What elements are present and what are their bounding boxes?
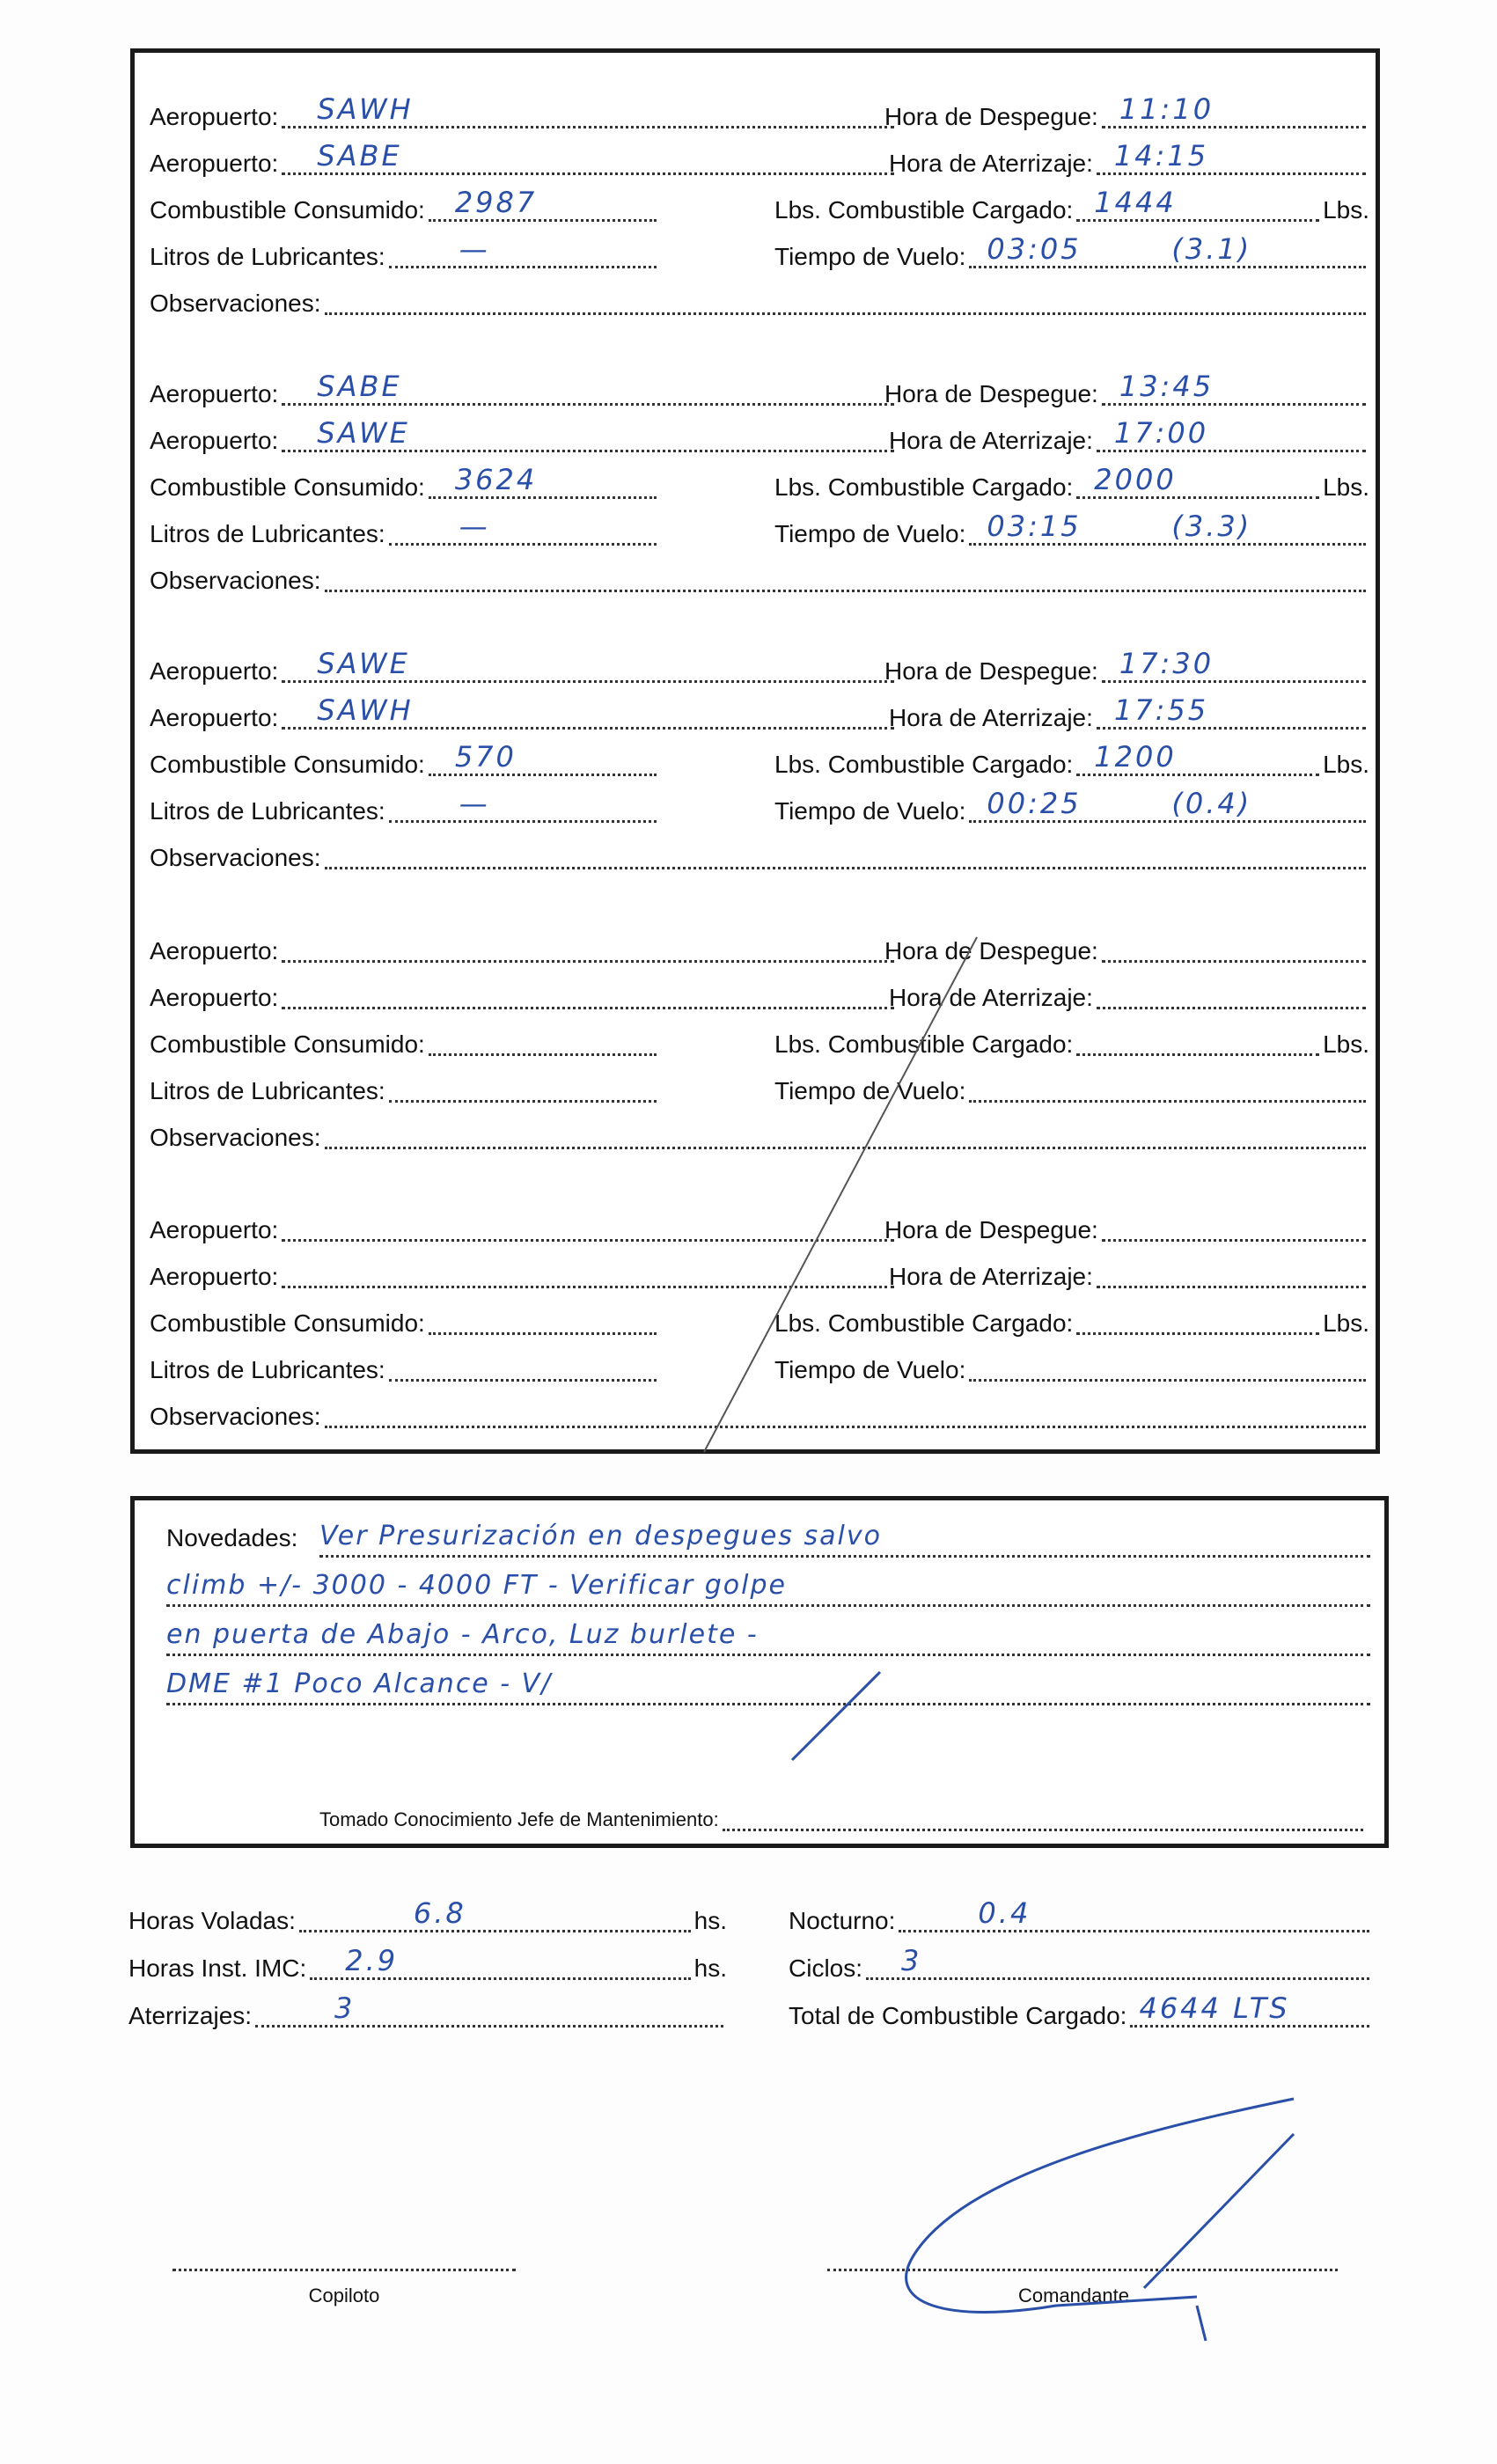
aterrizajes-value: 3 [334,1991,356,2025]
hora-aterrizaje-label: Hora de Aterrizaje: [889,704,1093,731]
leg-2-destino-field[interactable] [282,416,894,452]
leg-4-observaciones-row [150,1118,1369,1158]
leg-3-origen-row [150,647,898,692]
leg-5-origen-row [150,1210,898,1250]
tiempo-vuelo-label: Tiempo de Vuelo: [774,797,966,825]
leg-3-observaciones-field[interactable] [325,854,1366,869]
leg-2-aterrizaje-field[interactable] [1097,416,1366,452]
leg-1-tiempo-value: 03:05 [987,232,1082,266]
nocturno-label: Nocturno: [789,1907,896,1934]
leg-3-despegue-value: 17:30 [1119,647,1214,680]
hora-despegue-label: Hora de Despegue: [884,657,1098,685]
leg-5-despegue-field[interactable] [1102,1227,1366,1242]
leg-3-destino-row [150,693,898,738]
litros-lubricantes-label: Litros de Lubricantes: [150,1077,385,1104]
aeropuerto-label: Aeropuerto: [150,427,279,454]
observaciones-label: Observaciones: [150,844,321,871]
leg-2-observaciones-row [150,561,1369,601]
comandante-label: Comandante [1018,2284,1129,2306]
leg-1-aterrizaje-row [889,139,1369,184]
leg-1-cargado-value: 1444 [1094,186,1177,219]
tiempo-vuelo-label: Tiempo de Vuelo: [774,1077,966,1104]
leg-3-despegue-field[interactable] [1102,647,1366,683]
leg-1-lubricantes-field[interactable] [389,232,657,268]
aeropuerto-label: Aeropuerto: [150,984,279,1011]
leg-2-lubricantes-field[interactable] [389,510,657,546]
leg-3-destino-value: SAWH [317,693,414,727]
leg-2-cargado-field[interactable] [1076,463,1319,499]
leg-4-consumido-row [150,1024,660,1065]
leg-4-aterrizaje-field[interactable] [1097,994,1366,1009]
leg-4-cargado-field[interactable] [1076,1041,1319,1056]
leg-1-tiempo-field[interactable] [969,232,1366,268]
leg-1-lubricantes-value: — [459,232,490,266]
litros-lubricantes-label: Litros de Lubricantes: [150,243,385,270]
leg-2-despegue-field[interactable] [1102,370,1366,406]
leg-4-origen-row [150,931,898,972]
leg-3-lubricantes-field[interactable] [389,787,657,823]
aterrizajes-label: Aterrizajes: [128,2002,253,2029]
horas-voladas-field[interactable] [299,1896,691,1932]
leg-3-tiempo-field[interactable] [969,787,1366,823]
copiloto-signature-line[interactable] [172,2260,516,2271]
leg-4-aterrizaje-row [889,978,1369,1018]
novedades-line-2 [166,1569,1370,1607]
leg-1-destino-value: SABE [317,139,402,172]
leg-1-observaciones-row [150,283,1369,324]
hora-aterrizaje-label: Hora de Aterrizaje: [889,1263,1093,1290]
leg-3-tiempo-row [774,787,1369,832]
leg-2-despegue-row [884,370,1369,414]
leg-1-tiempo-decimal-value: (3.1) [1171,232,1252,266]
leg-2-tiempo-field[interactable] [969,510,1366,546]
leg-4-lubricantes-field[interactable] [389,1088,657,1103]
lbs-combustible-cargado-label: Lbs. Combustible Cargado: [774,196,1074,224]
novedades-line-1 [319,1520,1370,1558]
leg-3-origen-field[interactable] [282,647,894,683]
leg-5-despegue-row [884,1210,1369,1250]
aeropuerto-label: Aeropuerto: [150,380,279,407]
novedades-text-1: Ver Presurización en despegues salvo [319,1521,882,1551]
novedades-text-4: DME #1 Poco Alcance - V/ [166,1668,553,1699]
total-combustible-field[interactable] [1130,1991,1369,2028]
combustible-consumido-label: Combustible Consumido: [150,751,425,778]
novedades-line-4 [166,1668,1370,1705]
aeropuerto-label: Aeropuerto: [150,1216,279,1243]
leg-4-tiempo-row [774,1071,1369,1111]
leg-5-observaciones-row [150,1397,1369,1437]
lbs-unit-label: Lbs. [1323,1309,1369,1337]
aeropuerto-label: Aeropuerto: [150,657,279,685]
leg-2-tiempo-value: 03:15 [987,510,1082,543]
leg-5-consumido-field[interactable] [429,1320,657,1335]
leg-1-consumido-value: 2987 [454,186,538,219]
leg-3-consumido-row [150,740,660,785]
leg-2-observaciones-field[interactable] [325,577,1366,592]
leg-2-despegue-value: 13:45 [1119,370,1214,403]
leg-5-observaciones-field[interactable] [325,1413,1366,1428]
aeropuerto-label: Aeropuerto: [150,937,279,964]
leg-1-despegue-row [884,92,1369,137]
hora-despegue-label: Hora de Despegue: [884,937,1098,964]
observaciones-label: Observaciones: [150,567,321,594]
novedades-line-3 [166,1618,1370,1656]
leg-1-tiempo-row [774,232,1369,277]
leg-2-tiempo-decimal-value: (3.3) [1171,510,1252,543]
leg-5-aterrizaje-field[interactable] [1097,1273,1366,1288]
leg-1-despegue-field[interactable] [1102,92,1366,128]
leg-3-cargado-value: 1200 [1094,740,1177,774]
leg-5-aterrizaje-row [889,1257,1369,1297]
leg-1-observaciones-field[interactable] [325,300,1366,315]
leg-1-aterrizaje-field[interactable] [1097,139,1366,175]
leg-5-lubricantes-row [150,1350,660,1390]
leg-1-origen-value: SAWH [317,92,414,126]
leg-2-consumido-field[interactable] [429,463,657,499]
novedades-label: Novedades: [166,1524,298,1551]
nocturno-value: 0.4 [978,1896,1031,1930]
tomado-conocimiento-field[interactable] [723,1816,1363,1831]
horas-imc-value: 2.9 [345,1944,399,1977]
leg-2-origen-value: SABE [317,370,402,403]
leg-3-cargado-row [774,740,1369,785]
aeropuerto-label: Aeropuerto: [150,103,279,130]
leg-4-origen-field[interactable] [282,948,894,963]
copiloto-label: Copiloto [308,2284,380,2306]
leg-4-observaciones-field[interactable] [325,1134,1366,1149]
observaciones-label: Observaciones: [150,290,321,317]
combustible-consumido-label: Combustible Consumido: [150,1030,425,1058]
leg-1-lubricantes-row [150,232,660,277]
leg-3-consumido-value: 570 [454,740,517,774]
litros-lubricantes-label: Litros de Lubricantes: [150,520,385,547]
leg-2-cargado-value: 2000 [1094,463,1177,496]
leg-3-aterrizaje-field[interactable] [1097,693,1366,730]
leg-5-tiempo-row [774,1350,1369,1390]
leg-2-origen-field[interactable] [282,370,894,406]
leg-4-consumido-field[interactable] [429,1041,657,1056]
total-combustible-label: Total de Combustible Cargado: [789,2002,1127,2029]
lbs-unit-label: Lbs. [1323,1030,1369,1058]
leg-3-destino-field[interactable] [282,693,894,730]
lbs-combustible-cargado-label: Lbs. Combustible Cargado: [774,1309,1074,1337]
leg-3-tiempo-decimal-value: (0.4) [1171,787,1252,820]
novedades-box [130,1496,1389,1848]
leg-3-lubricantes-row [150,787,660,832]
leg-2-aterrizaje-row [889,416,1369,461]
leg-2-destino-value: SAWE [317,416,410,450]
nocturno-field[interactable] [899,1896,1369,1932]
leg-1-destino-field[interactable] [282,139,894,175]
combustible-consumido-label: Combustible Consumido: [150,473,425,501]
lbs-combustible-cargado-label: Lbs. Combustible Cargado: [774,751,1074,778]
leg-5-cargado-row [774,1303,1369,1344]
leg-2-consumido-row [150,463,660,508]
leg-4-cargado-row [774,1024,1369,1065]
leg-1-origen-field[interactable] [282,92,894,128]
leg-2-lubricantes-row [150,510,660,554]
horas-voladas-label: Horas Voladas: [128,1907,296,1934]
tomado-conocimiento-label: Tomado Conocimiento Jefe de Mantenimiento: [319,1808,719,1830]
leg-5-destino-field[interactable] [282,1273,894,1288]
lbs-unit-label: Lbs. [1323,751,1369,778]
leg-3-origen-value: SAWE [317,647,410,680]
nocturno-row [789,1896,1373,1941]
leg-1-origen-row [150,92,898,137]
leg-3-cargado-field[interactable] [1076,740,1319,776]
combustible-consumido-label: Combustible Consumido: [150,1309,425,1337]
horas-imc-field[interactable] [310,1944,690,1980]
horas-voladas-row [128,1896,727,1941]
hs-label-2: hs. [693,1954,727,1982]
hs-label-1: hs. [693,1907,727,1934]
leg-3-observaciones-row [150,838,1369,878]
observaciones-label: Observaciones: [150,1124,321,1151]
aterrizajes-row [128,1991,727,2036]
horas-voladas-value: 6.8 [413,1896,466,1930]
leg-4-destino-field[interactable] [282,994,894,1009]
lbs-unit-label: Lbs. [1323,196,1369,224]
leg-3-lubricantes-value: — [459,787,490,820]
total-combustible-row [789,1991,1373,2036]
leg-2-lubricantes-value: — [459,510,490,543]
ciclos-value: 3 [901,1944,922,1977]
aterrizajes-field[interactable] [255,1991,723,2028]
tiempo-vuelo-label: Tiempo de Vuelo: [774,1356,966,1383]
hora-aterrizaje-label: Hora de Aterrizaje: [889,150,1093,177]
hora-despegue-label: Hora de Despegue: [884,380,1098,407]
ciclos-field[interactable] [866,1944,1369,1980]
leg-4-despegue-field[interactable] [1102,948,1366,963]
horas-imc-row [128,1944,727,1989]
combustible-consumido-label: Combustible Consumido: [150,196,425,224]
leg-3-consumido-field[interactable] [429,740,657,776]
novedades-text-3: en puerta de Abajo - Arco, Luz burlete - [166,1619,759,1650]
leg-1-consumido-field[interactable] [429,186,657,222]
novedades-text-2: climb +/- 3000 - 4000 FT - Verificar golpe [166,1570,787,1601]
litros-lubricantes-label: Litros de Lubricantes: [150,1356,385,1383]
leg-1-cargado-field[interactable] [1076,186,1319,222]
observaciones-label: Observaciones: [150,1403,321,1430]
leg-2-aterrizaje-value: 17:00 [1113,416,1209,450]
leg-2-destino-row [150,416,898,461]
leg-1-despegue-value: 11:10 [1119,92,1214,126]
leg-2-origen-row [150,370,898,414]
leg-5-destino-row [150,1257,898,1297]
leg-1-aterrizaje-value: 14:15 [1113,139,1209,172]
leg-5-lubricantes-field[interactable] [389,1367,657,1382]
leg-3-aterrizaje-value: 17:55 [1113,693,1209,727]
leg-3-tiempo-value: 00:25 [987,787,1082,820]
leg-1-cargado-row [774,186,1369,231]
lbs-combustible-cargado-label: Lbs. Combustible Cargado: [774,1030,1074,1058]
leg-5-tiempo-field[interactable] [969,1367,1366,1382]
leg-4-destino-row [150,978,898,1018]
total-combustible-value: 4644 LTS [1139,1991,1290,2025]
leg-1-destino-row [150,139,898,184]
hora-despegue-label: Hora de Despegue: [884,103,1098,130]
leg-2-tiempo-row [774,510,1369,554]
leg-5-consumido-row [150,1303,660,1344]
leg-4-lubricantes-row [150,1071,660,1111]
leg-5-cargado-field[interactable] [1076,1320,1319,1335]
ciclos-label: Ciclos: [789,1954,863,1982]
hora-aterrizaje-label: Hora de Aterrizaje: [889,984,1093,1011]
comandante-signature-line[interactable] [827,2260,1338,2271]
lbs-combustible-cargado-label: Lbs. Combustible Cargado: [774,473,1074,501]
hora-aterrizaje-label: Hora de Aterrizaje: [889,427,1093,454]
ciclos-row [789,1944,1373,1989]
hora-despegue-label: Hora de Despegue: [884,1216,1098,1243]
aeropuerto-label: Aeropuerto: [150,704,279,731]
leg-4-tiempo-field[interactable] [969,1088,1366,1103]
leg-1-consumido-row [150,186,660,231]
leg-4-despegue-row [884,931,1369,972]
leg-2-cargado-row [774,463,1369,508]
litros-lubricantes-label: Litros de Lubricantes: [150,797,385,825]
tomado-conocimiento-row [319,1800,1367,1840]
leg-2-consumido-value: 3624 [454,463,538,496]
aeropuerto-label: Aeropuerto: [150,150,279,177]
aeropuerto-label: Aeropuerto: [150,1263,279,1290]
leg-3-despegue-row [884,647,1369,692]
lbs-unit-label: Lbs. [1323,473,1369,501]
horas-imc-label: Horas Inst. IMC: [128,1954,307,1982]
leg-3-aterrizaje-row [889,693,1369,738]
tiempo-vuelo-label: Tiempo de Vuelo: [774,243,966,270]
leg-5-origen-field[interactable] [282,1227,894,1242]
tiempo-vuelo-label: Tiempo de Vuelo: [774,520,966,547]
